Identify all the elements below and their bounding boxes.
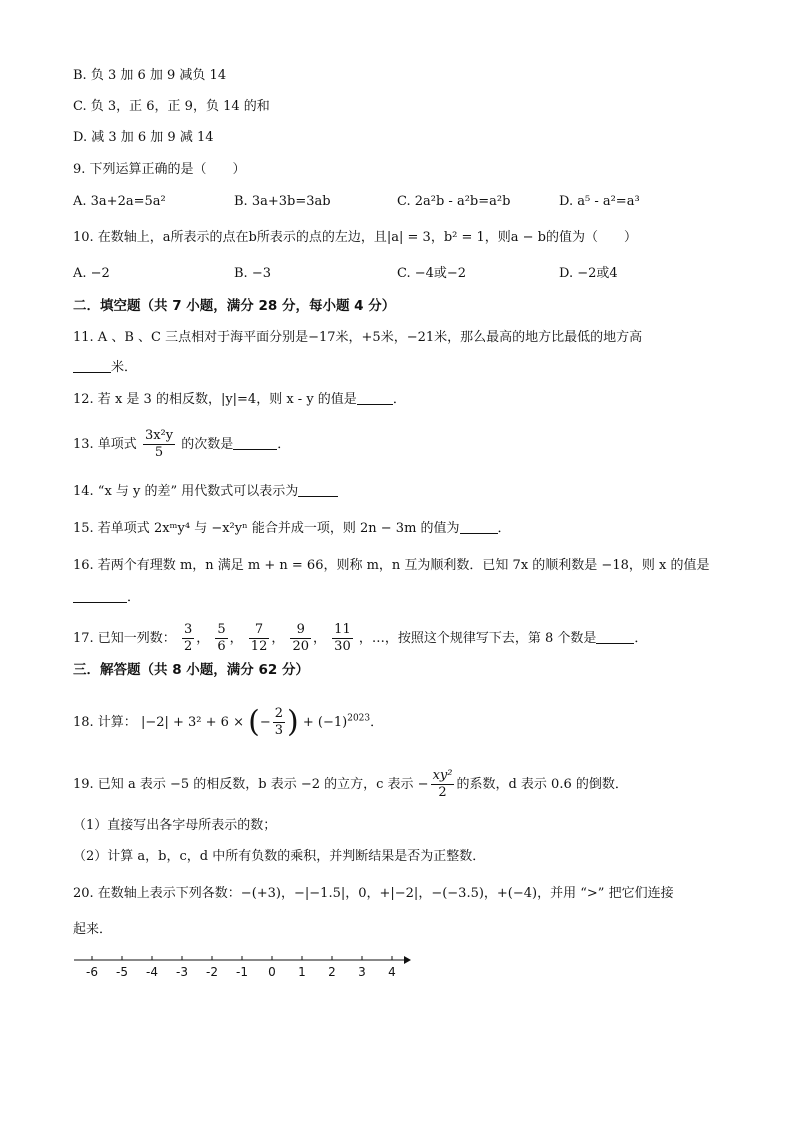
q19 (73, 768, 628, 801)
q13-fraction (143, 428, 175, 461)
answer-blank (298, 482, 338, 497)
q11-unit: 米． (111, 360, 138, 375)
answer-blank (73, 358, 111, 373)
q17-fraction-4 (290, 622, 311, 655)
q17-fraction-2 (215, 622, 227, 655)
q10-stem: 10. 在数轴上，a所表示的点在b所表示的点的左边，且|a| = 3，b² = 1，则a − b的值为（ ） (73, 230, 638, 245)
q19-fraction (431, 768, 455, 801)
number-line-label: -1 (236, 965, 248, 979)
number-line-label: 0 (268, 965, 276, 979)
q18-expr-part1: |−2| + 3² + 6 × (140, 715, 244, 730)
q13-pre: 13. 单项式 (73, 437, 137, 452)
q17-fraction-5 (332, 622, 353, 655)
q13-post: 的次数是 (181, 437, 234, 452)
q10-option-c: C. −4或−2 (397, 266, 467, 281)
numerator: 3 (183, 622, 193, 637)
q17-pre: 17. 已知一列数： (73, 631, 176, 646)
q8-option-b: B. 负 3 加 6 加 9 减负 14 (73, 68, 227, 83)
q13: 13. 单项式 $\frac{\text{3x²y}}{5}$ 的次数是 ． (73, 428, 291, 460)
answer-blank (233, 435, 277, 450)
q10-option-a: A. −2 (73, 266, 110, 281)
answer-blank (357, 390, 393, 405)
q14-text: 14. “x 与 y 的差” 用代数式可以表示为 (73, 484, 299, 499)
number-line-label: -5 (116, 965, 128, 979)
number-line-label: 1 (298, 965, 306, 979)
q20-line1: 20. 在数轴上表示下列各数：−(+3)，−|−1.5|，0，+|−2|，−(−3.5)，+(−4)，并用 “>” 把它们连接 (73, 886, 674, 901)
q10-option-b: B. −3 (234, 266, 271, 281)
q18: 18. 计算： |−2| + 3² + 6 × (− $\frac{2}{3}$ ) + $(-1)^{2023}$． (73, 704, 384, 740)
q20-line2: 起来． (73, 922, 113, 937)
q11-line1: 11. A 、B 、C 三点相对于海平面分别是−17米，+5米，−21米，那么最高的地方比最低的地方高 (73, 330, 643, 345)
q15: 15. 若单项式 2xᵐy⁴ 与 −x²yⁿ 能合并成一项，则 2n − 3m 的值为 ． (73, 521, 511, 536)
q18-end: ． (370, 715, 384, 730)
q18-fraction (273, 706, 285, 739)
number-line-label: -4 (146, 965, 158, 979)
q19-pre: 19. 已知 a 表示 −5 的相反数，b 表示 −2 的立方，c 表示 − (73, 777, 429, 792)
numerator: 9 (290, 622, 311, 639)
number-line (70, 952, 415, 988)
q16-line1: 16. 若两个有理数 m，n 满足 m + n = 66，则称 m，n 互为顺利数．已知 7x 的顺利数是 −18，则 x 的值是 (73, 558, 710, 573)
answer-blank (460, 519, 498, 534)
q17: 17. 已知一列数： $\frac{3}{2}$ ， $\frac{5}{6}$ ， $\frac{7}{12}$ ， $\frac{9}{20}$ ， $\frac{11}{30}$ ，…，按照这个规律写下去，第 8 个数是 ． (73, 622, 648, 654)
q9-option-d: D. a⁵ - a²=a³ (559, 194, 640, 209)
q18-exponent: 2023 (347, 713, 371, 724)
denominator: 6 (217, 639, 226, 654)
q9-stem: 9. 下列运算正确的是（ ） (73, 162, 246, 177)
denominator: 20 (292, 639, 310, 654)
q15-text: 15. 若单项式 2xᵐy⁴ 与 −x²yⁿ 能合并成一项，则 2n − 3m 的值为 (73, 521, 460, 536)
number-line-label: -2 (206, 965, 218, 979)
q12-text: 12. 若 x 是 3 的相反数，|y|=4，则 x - y 的值是 (73, 392, 357, 407)
q10-option-d: D. −2或4 (559, 266, 618, 281)
q13-numerator: 3x²y (144, 428, 174, 443)
q17-fraction-3 (249, 622, 270, 655)
section-fill-in-heading: 二．填空题（共 7 小题，满分 28 分，每小题 4 分） (73, 298, 396, 314)
section-solve-heading: 三．解答题（共 8 小题，满分 62 分） (73, 662, 309, 678)
q13-denominator: 5 (154, 445, 164, 460)
q9-option-a: A. 3a+2a=5a² (73, 194, 166, 209)
q18-expr-part2: + (−1) (302, 715, 348, 730)
arrow-icon (404, 956, 411, 964)
q17-post: ，…，按照这个规律写下去，第 8 个数是 (358, 631, 597, 646)
number-line-label: 4 (388, 965, 396, 979)
q12: 12. 若 x 是 3 的相反数，|y|=4，则 x - y 的值是 ． (73, 392, 406, 407)
numerator: 2 (274, 706, 284, 721)
number-line-ticks (86, 956, 396, 979)
numerator: xy² (432, 768, 453, 783)
q11-line2 (73, 358, 137, 378)
denominator: 30 (334, 639, 351, 654)
q19-sub2: （2）计算 a，b，c，d 中所有负数的乘积，并判断结果是否为正整数． (73, 849, 486, 864)
answer-blank (596, 629, 634, 644)
q16-line2: ． (73, 588, 140, 608)
q9-option-c: C. 2a²b - a²b=a²b (397, 194, 511, 209)
q17-fraction-1 (182, 622, 194, 655)
q18-pre: 18. 计算： (73, 715, 137, 730)
answer-blank (73, 588, 127, 603)
denominator: 2 (183, 639, 193, 654)
denominator: 12 (250, 639, 268, 654)
q14 (73, 482, 338, 502)
q19-sub1: （1）直接写出各字母所表示的数； (73, 818, 277, 833)
denominator: 2 (438, 785, 447, 800)
q9-option-b: B. 3a+3b=3ab (234, 194, 331, 209)
number-line-label: -3 (176, 965, 188, 979)
numerator: 11 (334, 622, 351, 637)
q8-option-d: D. 减 3 加 6 加 9 减 14 (73, 130, 214, 145)
q19-post: 的系数，d 表示 0.6 的倒数． (456, 777, 628, 792)
number-line-label: -6 (86, 965, 98, 979)
number-line-label: 2 (328, 965, 336, 979)
numerator: 5 (217, 622, 226, 637)
numerator: 7 (249, 622, 270, 639)
number-line-label: 3 (358, 965, 366, 979)
denominator: 3 (274, 723, 284, 738)
q8-option-c: C. 负 3，正 6，正 9，负 14 的和 (73, 99, 270, 114)
